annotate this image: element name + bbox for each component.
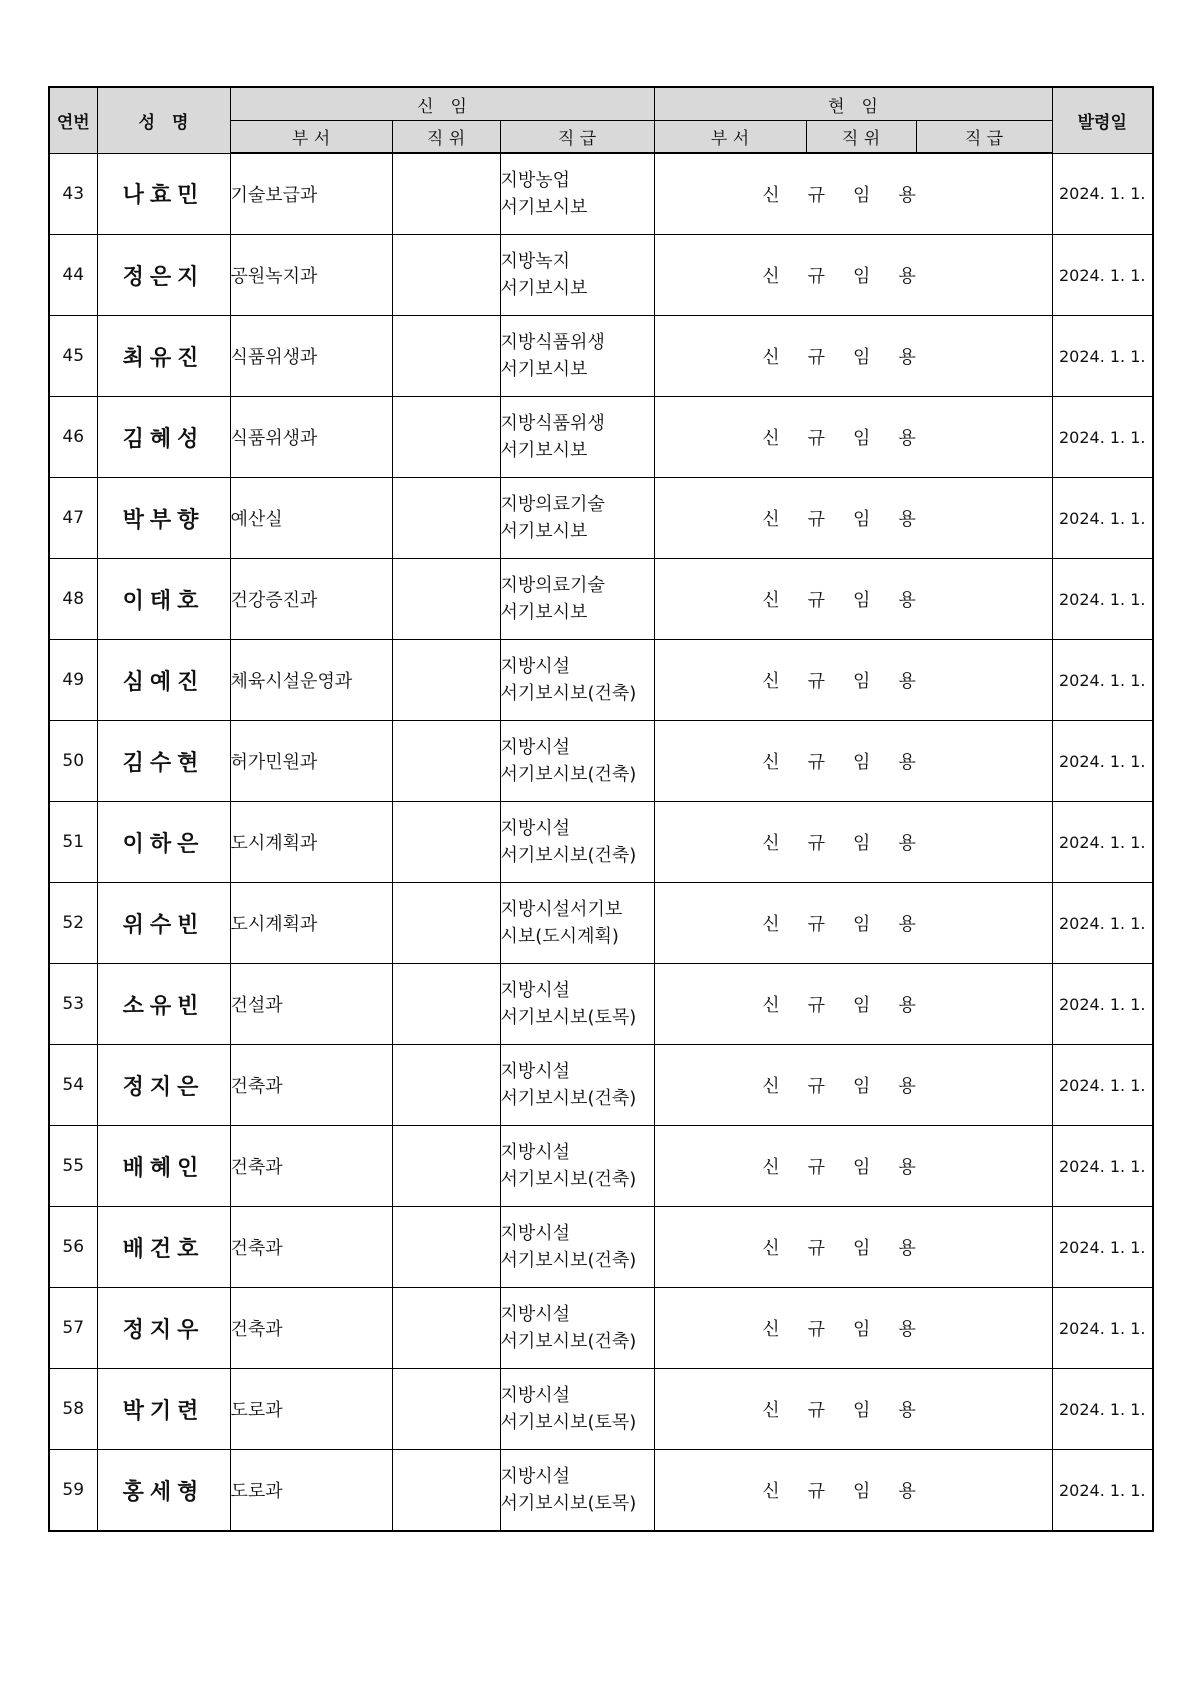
header-current-group: 현 임 xyxy=(654,87,1052,121)
row-number: 57 xyxy=(49,1288,97,1369)
current-status: 신규임용 xyxy=(654,235,1052,316)
new-department: 건축과 xyxy=(230,1207,392,1288)
table-body xyxy=(49,153,1153,1531)
new-position xyxy=(392,153,500,235)
new-grade xyxy=(500,883,654,964)
current-status: 신규임용 xyxy=(654,478,1052,559)
table-row xyxy=(49,397,1153,478)
appointment-date: 2024. 1. 1. xyxy=(1052,1207,1153,1288)
appointment-date: 2024. 1. 1. xyxy=(1052,559,1153,640)
current-status: 신규임용 xyxy=(654,964,1052,1045)
new-grade xyxy=(500,1207,654,1288)
appointment-date: 2024. 1. 1. xyxy=(1052,153,1153,235)
new-grade xyxy=(500,235,654,316)
person-name: 박기련 xyxy=(97,1369,230,1450)
table-row xyxy=(49,802,1153,883)
row-number: 50 xyxy=(49,721,97,802)
appointment-date: 2024. 1. 1. xyxy=(1052,640,1153,721)
new-department: 공원녹지과 xyxy=(230,235,392,316)
new-grade xyxy=(500,1045,654,1126)
new-department: 허가민원과 xyxy=(230,721,392,802)
new-grade-line2: 서기보시보(토목) xyxy=(500,1412,637,1433)
appointment-table xyxy=(48,86,1154,1532)
current-status: 신규임용 xyxy=(654,1045,1052,1126)
table-row xyxy=(49,1450,1153,1532)
table-row xyxy=(49,1045,1153,1126)
new-department: 건축과 xyxy=(230,1045,392,1126)
header-date: 발령일 xyxy=(1052,87,1153,153)
new-position xyxy=(392,478,500,559)
header-current-grade: 직 급 xyxy=(916,121,1052,154)
current-status: 신규임용 xyxy=(654,883,1052,964)
person-name: 박부향 xyxy=(97,478,230,559)
appointment-date: 2024. 1. 1. xyxy=(1052,1045,1153,1126)
new-grade-line2: 서기보시보 xyxy=(500,197,588,218)
header-current-dept: 부 서 xyxy=(654,121,806,154)
new-department: 건축과 xyxy=(230,1288,392,1369)
new-grade-line1: 지방의료기술 xyxy=(500,494,605,515)
table-row xyxy=(49,235,1153,316)
new-grade-line1: 지방시설 xyxy=(500,656,571,677)
new-position xyxy=(392,640,500,721)
person-name: 최유진 xyxy=(97,316,230,397)
person-name: 홍세형 xyxy=(97,1450,230,1532)
appointment-date: 2024. 1. 1. xyxy=(1052,397,1153,478)
new-department: 건축과 xyxy=(230,1126,392,1207)
new-position xyxy=(392,802,500,883)
new-grade-line2: 서기보시보(건축) xyxy=(500,1331,637,1352)
new-grade-line1: 지방식품위생 xyxy=(500,332,605,353)
table-row xyxy=(49,640,1153,721)
new-grade-line1: 지방시설서기보 xyxy=(500,899,623,920)
new-grade-line1: 지방시설 xyxy=(500,1385,571,1406)
header-new-group: 신 임 xyxy=(230,87,654,121)
new-grade-line2: 서기보시보(건축) xyxy=(500,683,637,704)
new-grade xyxy=(500,1369,654,1450)
table-row xyxy=(49,1207,1153,1288)
appointment-date: 2024. 1. 1. xyxy=(1052,1450,1153,1532)
header-name: 성 명 xyxy=(97,87,230,153)
new-position xyxy=(392,397,500,478)
new-grade xyxy=(500,802,654,883)
header-new-position: 직 위 xyxy=(392,121,500,154)
new-position xyxy=(392,1207,500,1288)
new-position xyxy=(392,1045,500,1126)
person-name: 정지우 xyxy=(97,1288,230,1369)
new-position xyxy=(392,235,500,316)
new-position xyxy=(392,1450,500,1532)
appointment-date: 2024. 1. 1. xyxy=(1052,316,1153,397)
new-grade xyxy=(500,397,654,478)
person-name: 소유빈 xyxy=(97,964,230,1045)
new-department: 건설과 xyxy=(230,964,392,1045)
new-grade-line1: 지방시설 xyxy=(500,1304,571,1325)
new-grade xyxy=(500,559,654,640)
person-name: 이하은 xyxy=(97,802,230,883)
appointment-date: 2024. 1. 1. xyxy=(1052,721,1153,802)
person-name: 나효민 xyxy=(97,153,230,235)
current-status: 신규임용 xyxy=(654,316,1052,397)
current-status: 신규임용 xyxy=(654,640,1052,721)
appointment-date: 2024. 1. 1. xyxy=(1052,964,1153,1045)
person-name: 위수빈 xyxy=(97,883,230,964)
new-position xyxy=(392,883,500,964)
row-number: 47 xyxy=(49,478,97,559)
new-grade xyxy=(500,964,654,1045)
row-number: 48 xyxy=(49,559,97,640)
new-grade xyxy=(500,1450,654,1532)
new-grade-line2: 서기보시보(건축) xyxy=(500,1169,637,1190)
new-grade-line2: 서기보시보(건축) xyxy=(500,845,637,866)
appointment-date: 2024. 1. 1. xyxy=(1052,1126,1153,1207)
current-status: 신규임용 xyxy=(654,559,1052,640)
new-grade-line2: 서기보시보 xyxy=(500,278,588,299)
current-status: 신규임용 xyxy=(654,1369,1052,1450)
new-position xyxy=(392,559,500,640)
new-grade xyxy=(500,640,654,721)
new-grade-line1: 지방녹지 xyxy=(500,251,571,272)
table-row xyxy=(49,964,1153,1045)
new-department: 예산실 xyxy=(230,478,392,559)
table-header xyxy=(49,87,1153,153)
new-grade-line1: 지방시설 xyxy=(500,1466,571,1487)
current-status: 신규임용 xyxy=(654,802,1052,883)
row-number: 56 xyxy=(49,1207,97,1288)
appointment-date: 2024. 1. 1. xyxy=(1052,1369,1153,1450)
new-grade-line1: 지방시설 xyxy=(500,1142,571,1163)
new-position xyxy=(392,1288,500,1369)
new-grade xyxy=(500,721,654,802)
row-number: 53 xyxy=(49,964,97,1045)
new-position xyxy=(392,721,500,802)
new-grade xyxy=(500,478,654,559)
new-grade-line1: 지방의료기술 xyxy=(500,575,605,596)
new-grade-line2: 서기보시보(건축) xyxy=(500,1250,637,1271)
table-row xyxy=(49,721,1153,802)
appointment-date: 2024. 1. 1. xyxy=(1052,802,1153,883)
new-grade-line2: 서기보시보(건축) xyxy=(500,764,637,785)
current-status: 신규임용 xyxy=(654,1207,1052,1288)
table-row xyxy=(49,153,1153,235)
new-grade-line2: 서기보시보(건축) xyxy=(500,1088,637,1109)
new-position xyxy=(392,1126,500,1207)
new-grade-line2: 서기보시보(토목) xyxy=(500,1007,637,1028)
header-new-dept: 부 서 xyxy=(230,121,392,154)
row-number: 52 xyxy=(49,883,97,964)
appointment-date: 2024. 1. 1. xyxy=(1052,1288,1153,1369)
new-department: 도시계획과 xyxy=(230,802,392,883)
new-grade-line2: 서기보시보 xyxy=(500,602,588,623)
table-row xyxy=(49,1369,1153,1450)
new-department: 도시계획과 xyxy=(230,883,392,964)
new-department: 기술보급과 xyxy=(230,153,392,235)
new-grade xyxy=(500,316,654,397)
row-number: 44 xyxy=(49,235,97,316)
new-grade-line2: 서기보시보(토목) xyxy=(500,1493,637,1514)
new-grade-line1: 지방시설 xyxy=(500,818,571,839)
new-grade-line2: 서기보시보 xyxy=(500,440,588,461)
new-position xyxy=(392,964,500,1045)
new-grade-line1: 지방시설 xyxy=(500,980,571,1001)
appointment-date: 2024. 1. 1. xyxy=(1052,478,1153,559)
new-grade-line1: 지방농업 xyxy=(500,170,571,191)
row-number: 43 xyxy=(49,153,97,235)
person-name: 정은지 xyxy=(97,235,230,316)
current-status: 신규임용 xyxy=(654,1126,1052,1207)
row-number: 46 xyxy=(49,397,97,478)
table-row xyxy=(49,478,1153,559)
current-status: 신규임용 xyxy=(654,1288,1052,1369)
row-number: 54 xyxy=(49,1045,97,1126)
row-number: 59 xyxy=(49,1450,97,1532)
appointment-date: 2024. 1. 1. xyxy=(1052,235,1153,316)
row-number: 45 xyxy=(49,316,97,397)
current-status: 신규임용 xyxy=(654,721,1052,802)
current-status: 신규임용 xyxy=(654,1450,1052,1532)
new-grade xyxy=(500,1126,654,1207)
table-row xyxy=(49,1126,1153,1207)
row-number: 55 xyxy=(49,1126,97,1207)
appointment-date: 2024. 1. 1. xyxy=(1052,883,1153,964)
person-name: 김수현 xyxy=(97,721,230,802)
table-row xyxy=(49,316,1153,397)
table-row xyxy=(49,1288,1153,1369)
new-grade-line2: 서기보시보 xyxy=(500,359,588,380)
person-name: 이태호 xyxy=(97,559,230,640)
new-grade-line2: 시보(도시계획) xyxy=(500,926,619,947)
person-name: 배건호 xyxy=(97,1207,230,1288)
new-department: 도로과 xyxy=(230,1450,392,1532)
new-grade-line1: 지방시설 xyxy=(500,1061,571,1082)
new-grade-line1: 지방시설 xyxy=(500,737,571,758)
header-current-position: 직 위 xyxy=(806,121,916,154)
new-grade-line1: 지방시설 xyxy=(500,1223,571,1244)
person-name: 심예진 xyxy=(97,640,230,721)
current-status: 신규임용 xyxy=(654,397,1052,478)
new-department: 건강증진과 xyxy=(230,559,392,640)
new-position xyxy=(392,1369,500,1450)
header-new-grade: 직 급 xyxy=(500,121,654,154)
row-number: 58 xyxy=(49,1369,97,1450)
new-grade xyxy=(500,153,654,235)
person-name: 정지은 xyxy=(97,1045,230,1126)
person-name: 김혜성 xyxy=(97,397,230,478)
new-grade-line1: 지방식품위생 xyxy=(500,413,605,434)
new-department: 식품위생과 xyxy=(230,397,392,478)
new-department: 식품위생과 xyxy=(230,316,392,397)
new-department: 체육시설운영과 xyxy=(230,640,392,721)
current-status: 신규임용 xyxy=(654,153,1052,235)
new-department: 도로과 xyxy=(230,1369,392,1450)
new-grade-line2: 서기보시보 xyxy=(500,521,588,542)
header-no: 연번 xyxy=(49,87,97,153)
new-grade xyxy=(500,1288,654,1369)
row-number: 51 xyxy=(49,802,97,883)
new-position xyxy=(392,316,500,397)
row-number: 49 xyxy=(49,640,97,721)
table-row xyxy=(49,883,1153,964)
table-row xyxy=(49,559,1153,640)
person-name: 배혜인 xyxy=(97,1126,230,1207)
